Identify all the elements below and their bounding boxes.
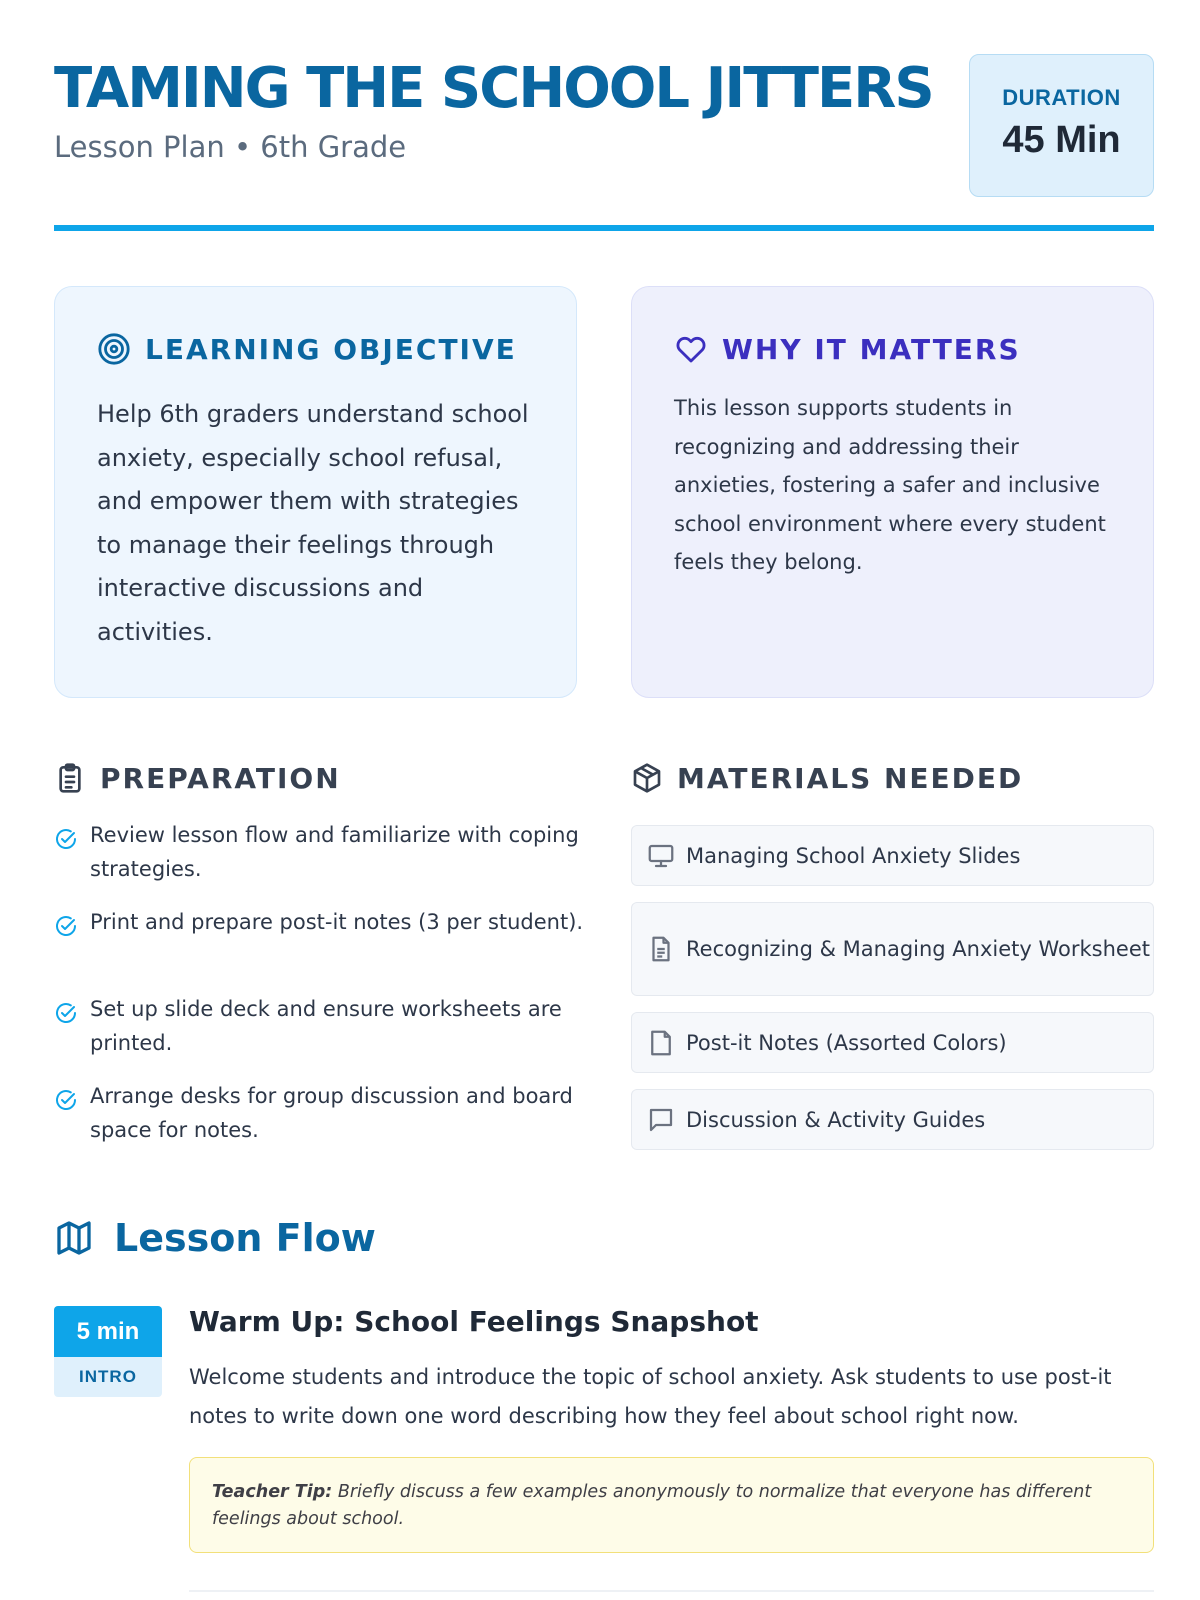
material-label: Managing School Anxiety Slides — [686, 843, 1021, 868]
monitor-icon — [646, 841, 676, 871]
preparation-item-text: Arrange desks for group discussion and board space for notes. — [90, 1084, 573, 1142]
step-stage: INTRO — [54, 1357, 162, 1397]
material-item — [631, 902, 1154, 996]
header — [54, 54, 1154, 234]
learning-objective-heading: LEARNING OBJECTIVE — [145, 332, 517, 366]
heart-icon — [674, 332, 708, 366]
lesson-flow-heading: Lesson Flow — [114, 1216, 376, 1260]
list-item — [54, 992, 584, 1079]
check-circle-icon — [54, 1088, 78, 1112]
preparation-heading: PREPARATION — [100, 761, 341, 795]
materials-header — [631, 758, 1023, 798]
step-duration: 5 min — [54, 1306, 162, 1357]
page-title: TAMING THE SCHOOL JITTERS — [54, 56, 933, 121]
preparation-header — [54, 758, 341, 798]
step-divider — [189, 1590, 1154, 1592]
why-it-matters-text: This lesson supports students in recognizing and addressing their anxieties, fostering a safer and inclusive school environment where every student feels they belong. — [674, 396, 1106, 574]
material-label: Post-it Notes (Assorted Colors) — [686, 1030, 1007, 1055]
page-subtitle: Lesson Plan • 6th Grade — [54, 130, 407, 164]
material-label: Discussion & Activity Guides — [686, 1107, 986, 1132]
target-icon — [97, 332, 131, 366]
list-item — [54, 1079, 584, 1166]
package-icon — [631, 762, 663, 794]
teacher-tip-label: Teacher Tip: — [212, 1482, 333, 1502]
check-circle-icon — [54, 914, 78, 938]
preparation-list — [54, 818, 584, 1166]
teacher-tip — [189, 1457, 1154, 1553]
duration-badge — [969, 54, 1154, 197]
chat-icon — [646, 1105, 676, 1135]
map-icon — [54, 1218, 94, 1258]
check-circle-icon — [54, 1001, 78, 1025]
clipboard-icon — [54, 762, 86, 794]
materials-heading: MATERIALS NEEDED — [677, 761, 1024, 795]
list-item — [54, 905, 584, 992]
learning-objective-text: Help 6th graders understand school anxiety, especially school refusal, and empower them with strategies to manage their feelings through interactive discussions and activities. — [97, 400, 529, 646]
preparation-item-text: Set up slide deck and ensure worksheets are printed. — [90, 997, 562, 1055]
material-item — [631, 1089, 1154, 1150]
why-it-matters-card — [631, 286, 1154, 698]
learning-objective-card — [54, 286, 577, 698]
material-item — [631, 825, 1154, 886]
teacher-tip-text: Briefly discuss a few examples anonymously to normalize that everyone has different feelings about school. — [212, 1482, 1092, 1529]
material-item — [631, 1012, 1154, 1073]
material-label: Recognizing & Managing Anxiety Worksheet — [686, 937, 1150, 961]
check-circle-icon — [54, 827, 78, 851]
preparation-item-text: Review lesson flow and familiarize with coping strategies. — [90, 823, 579, 881]
step-time-badge — [54, 1306, 162, 1397]
lesson-flow-header — [54, 1213, 376, 1263]
duration-label: DURATION — [1002, 85, 1121, 110]
document-icon — [646, 934, 676, 964]
header-divider — [54, 225, 1154, 231]
step-description: Welcome students and introduce the topic of school anxiety. Ask students to use post-it notes to write down one word describing how they feel about school right now. — [189, 1365, 1112, 1428]
list-item — [54, 818, 584, 905]
duration-value: 45 Min — [1002, 119, 1121, 161]
sticky-note-icon — [646, 1028, 676, 1058]
why-it-matters-heading: WHY IT MATTERS — [722, 332, 1021, 366]
step-title: Warm Up: School Feelings Snapshot — [189, 1305, 759, 1338]
preparation-item-text: Print and prepare post-it notes (3 per student). — [90, 910, 584, 934]
